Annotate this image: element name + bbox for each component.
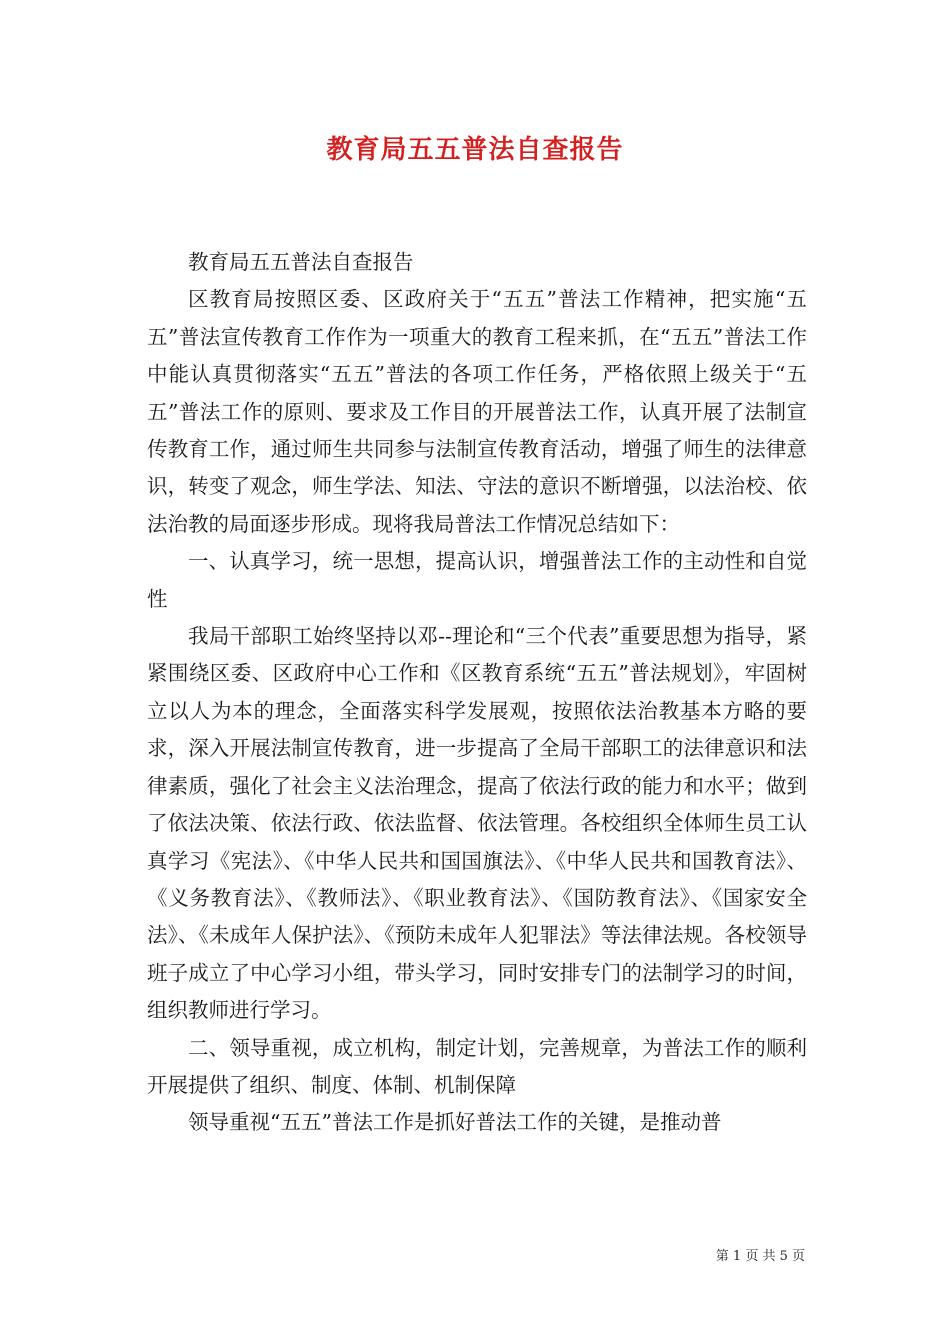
section-heading-1: 一、认真学习，统一思想，提高认识，增强普法工作的主动性和自觉性 <box>147 549 807 611</box>
paragraph-section-2: 领导重视“五五”普法工作是抓好普法工作的关键，是推动普 <box>188 1110 722 1135</box>
document-title: 教育局五五普法自查报告 <box>326 135 624 165</box>
paragraph-intro: 区教育局按照区委、区政府关于“五五”普法工作精神，把实施“五五”普法宣传教育工作作为一项重大的教育工程来抓，在“五五”普法工作中能认真贯彻落实“五五”普法的各项工作任务，严格依照上级关于“五五”普法工作的原则、要求及工作目的开展普法工作，认真开展了法制宣传教育工作，通过师生共同参与法制宣传教育活动，增强了师生的法律意识，转变了观念，师生学法、知法、守法的意识不断增强，以法治校、依法治教的局面逐步形成。现将我局普法工作情况总结如下： <box>147 287 807 536</box>
section-heading-2: 二、领导重视，成立机构，制定计划，完善规章，为普法工作的顺利开展提供了组织、制度、体制、机制保障 <box>147 1035 807 1097</box>
document-body <box>147 244 807 1142</box>
page-number-footer: 第 1 页 共 5 页 <box>715 1249 805 1264</box>
paragraph-heading: 教育局五五普法自查报告 <box>188 250 414 274</box>
paragraph-section-1: 我局干部职工始终坚持以邓--理论和“三个代表”重要思想为指导，紧紧围绕区委、区政府中心工作和《区教育系统“五五”普法规划》，牢固树立以人为本的理念，全面落实科学发展观，按照依法治教基本方略的要求，深入开展法制宣传教育，进一步提高了全局干部职工的法律意识和法律素质，强化了社会主义法治理念，提高了依法行政的能力和水平；做到了依法决策、依法行政、依法监督、依法管理。各校组织全体师生员工认真学习《宪法》、《中华人民共和国国旗法》、《中华人民共和国教育法》、《义务教育法》、《教师法》、《职业教育法》、《国防教育法》、《国家安全法》、《未成年人保护法》、《预防未成年人犯罪法》等法律法规。各校领导班子成立了中心学习小组，带头学习，同时安排专门的法制学习的时间，组织教师进行学习。 <box>147 624 807 1023</box>
